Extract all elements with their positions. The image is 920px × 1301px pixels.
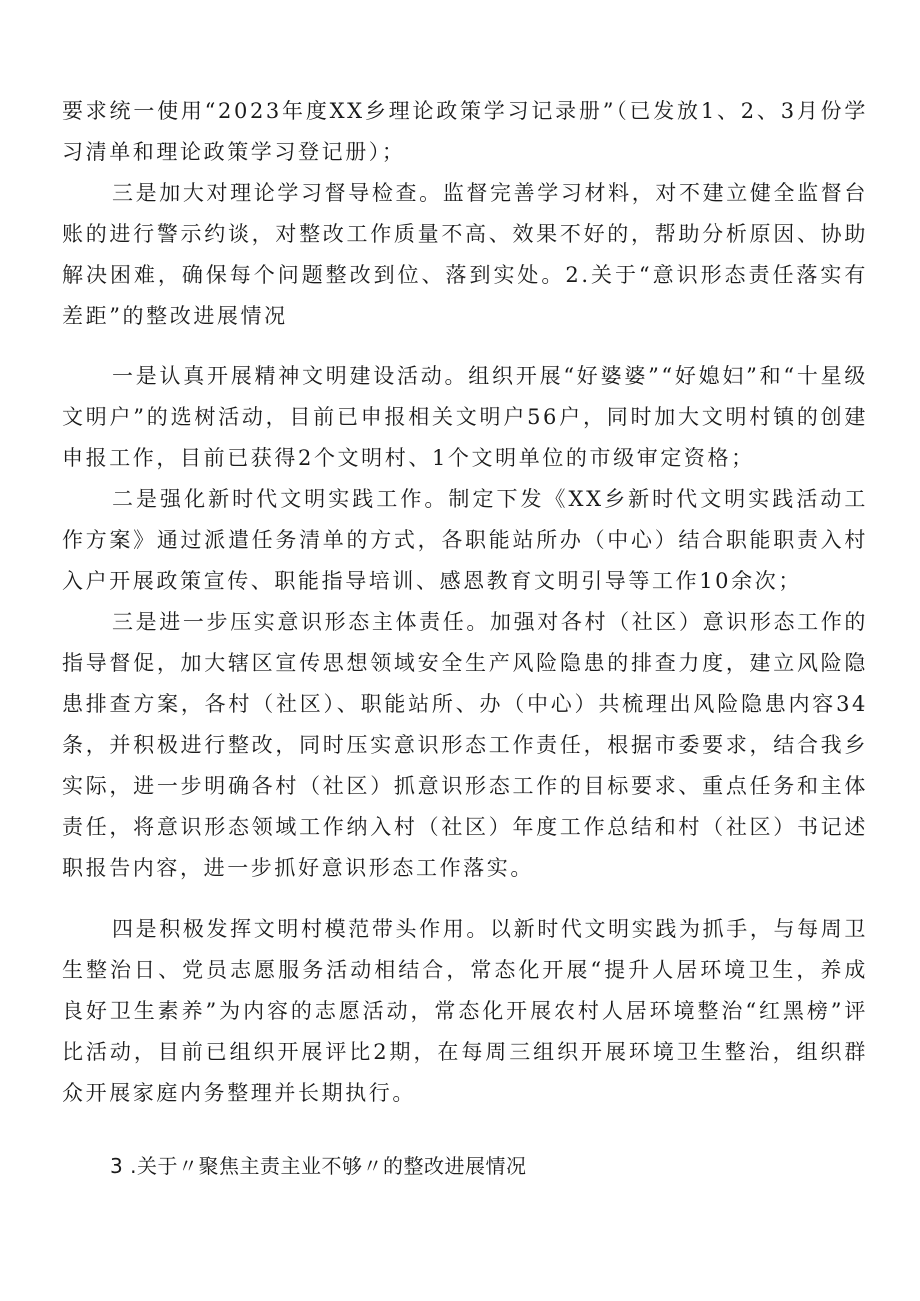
paragraph-civilization-activities: 一是认真开展精神文明建设活动。组织开展“好婆婆”“好媳妇”和“十星级文明户”的选树活动，目前已申报相关文明户56户，同时加大文明村镇的创建申报工作，目前已获得2个文明村、1个文明单位的市级审定资格；	[62, 364, 868, 470]
paragraph-ideology-responsibility: 三是进一步压实意识形态主体责任。加强对各村（社区）意识形态工作的指导督促，加大辖区宣传思想领域安全生产风险隐患的排查力度，建立风险隐患排查方案，各村（社区）、职能站所、办（中心）共梳理出风险隐患内容34条，并积极进行整改，同时压实意识形态工作责任，根据市委要求，结合我乡实际，进一步明确各村（社区）抓意识形态工作的目标要求、重点任务和主体责任，将意识形态领域工作纳入村（社区）年度工作总结和村（社区）书记述职报告内容，进一步抓好意识形态工作落实。	[62, 610, 868, 880]
paragraph-civilization-practice: 二是强化新时代文明实践工作。制定下发《XX乡新时代文明实践活动工作方案》通过派遣任务清单的方式，各职能站所办（中心）结合职能职责入村入户开展政策宣传、职能指导培训、感恩教育文明引导等工作10余次；	[62, 487, 868, 593]
paragraph-supervision-inspection: 三是加大对理论学习督导检查。监督完善学习材料，对不建立健全监督台账的进行警示约谈，对整改工作质量不高、效果不好的，帮助分析原因、协助解决困难，确保每个问题整改到位、落到实处。2.关于“意识形态责任落实有差距”的整改进展情况	[62, 181, 868, 328]
paragraph-model-village: 四是积极发挥文明村模范带头作用。以新时代文明实践为抓手，与每周卫生整治日、党员志愿服务活动相结合，常态化开展“提升人居环境卫生，养成良好卫生素养”为内容的志愿活动，常态化开展农村人居环境整治“红黑榜”评比活动，目前已组织开展评比2期，在每周三组织开展环境卫生整治，组织群众开展家庭内务整理并长期执行。	[62, 917, 868, 1105]
section-heading: 3 .关于〃聚焦主责主业不够〃的整改进展情况	[110, 1154, 527, 1178]
paragraph-study-register: 要求统一使用“2023年度XX乡理论政策学习记录册”（已发放1、2、3月份学习清单和理论政策学习登记册）；	[62, 99, 868, 164]
